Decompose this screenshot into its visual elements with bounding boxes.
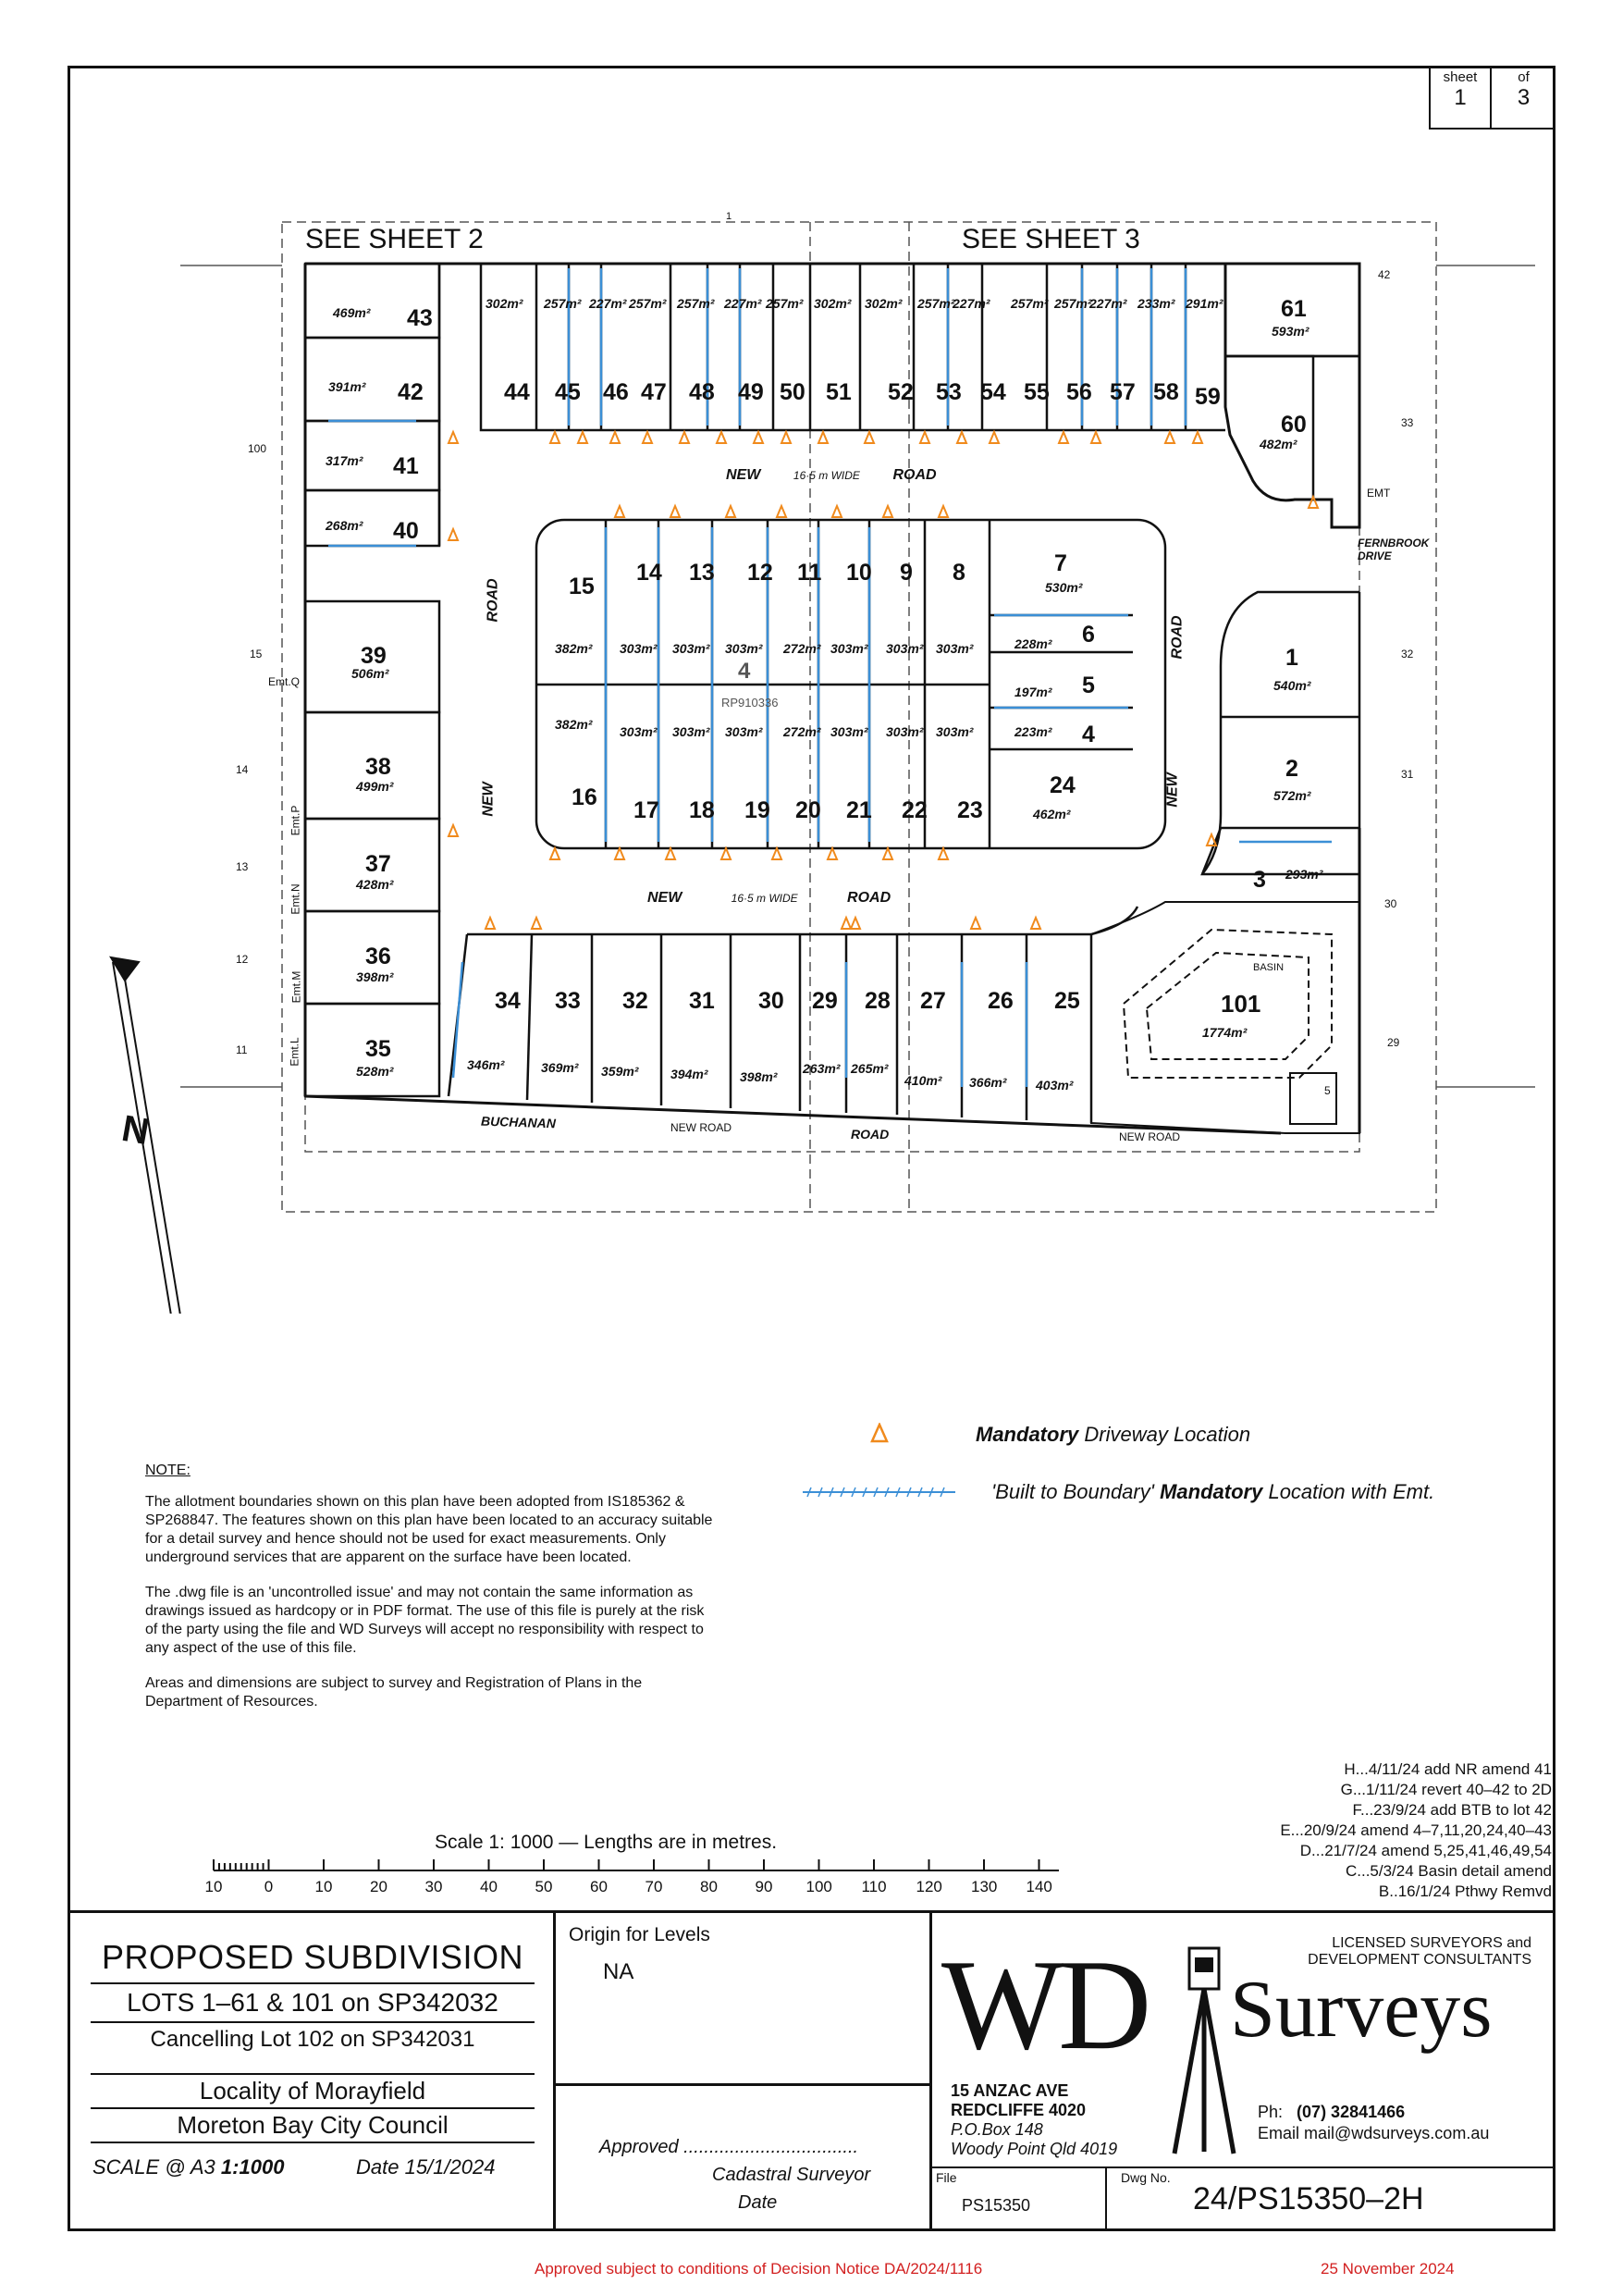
scale-tick-label: 10 xyxy=(204,1878,223,1895)
lot-14-number: 14 xyxy=(636,560,662,586)
driveway-legend-text: Mandatory Driveway Location xyxy=(976,1423,1251,1446)
lot-34-area: 346m² xyxy=(467,1057,505,1072)
new-road-label-1: NEW ROAD xyxy=(670,1121,732,1134)
company-tagline: LICENSED SURVEYORS and DEVELOPMENT CONSULTANTS xyxy=(1308,1935,1531,1968)
revision-c: C...5/3/24 Basin detail amend xyxy=(1345,1862,1552,1880)
scale-line: SCALE @ A3 1:1000 xyxy=(92,2155,285,2179)
see-sheet-2: SEE SHEET 2 xyxy=(305,224,484,254)
adj-1: 1 xyxy=(726,211,732,222)
lot-11-number: 11 xyxy=(797,560,822,586)
emt-q: Emt.Q xyxy=(268,675,301,688)
lot-9-number: 9 xyxy=(900,560,913,586)
lot-59-number: 59 xyxy=(1195,384,1221,410)
dwg-label: Dwg No. xyxy=(1121,2170,1171,2185)
approval-notice: Approved subject to conditions of Decision Notice DA/2024/1116 xyxy=(535,2260,983,2277)
lot-50-area: 257m² xyxy=(766,296,804,311)
lot-31-number: 31 xyxy=(689,988,715,1014)
file-label: File xyxy=(936,2170,957,2185)
lot-2-area: 572m² xyxy=(1273,788,1311,803)
lot-3-area: 293m² xyxy=(1285,867,1323,882)
lot-12-number: 12 xyxy=(747,560,773,586)
lot-54-area: 227m² xyxy=(953,296,990,311)
note-paragraph-1: The allotment boundaries shown on this plan have been adopted from IS185362 & SP268847. The features shown on this plan have been located to an accuracy suitable for a detail survey and hence should not be used for exact measurements. Only underground services that are apparent on the surface have been located. xyxy=(145,1494,713,1565)
road-label-bottom: ROAD xyxy=(851,1127,890,1142)
lot-24-number: 24 xyxy=(1050,772,1076,798)
adj-15: 15 xyxy=(250,648,263,660)
lot-28-area: 265m² xyxy=(851,1061,889,1076)
lot-10-area: 303m² xyxy=(830,641,868,656)
lot-20-area: 272m² xyxy=(783,724,821,739)
lot-52-number: 52 xyxy=(888,379,914,405)
revision-g: G...1/11/24 revert 40–42 to 2D xyxy=(1340,1781,1552,1798)
lot-52-area: 302m² xyxy=(865,296,903,311)
scale-tick-label: 70 xyxy=(645,1878,663,1895)
lot-19-area: 303m² xyxy=(725,724,763,739)
lot-8-area: 303m² xyxy=(936,641,974,656)
lot-39-number: 39 xyxy=(361,643,387,669)
lot-44-area: 302m² xyxy=(486,296,523,311)
of-number: 3 xyxy=(1517,85,1531,110)
lot-33-number: 33 xyxy=(555,988,581,1014)
note-heading: NOTE: xyxy=(145,1463,191,1478)
road-label-right-new: NEW xyxy=(1164,772,1181,808)
emt-p: Emt.P xyxy=(289,805,302,836)
lot-2-number: 2 xyxy=(1285,756,1298,782)
emt-n: Emt.N xyxy=(289,883,302,915)
lot-23-area: 303m² xyxy=(936,724,974,739)
lot-59-area: 291m² xyxy=(1186,296,1223,311)
lot-17-area: 303m² xyxy=(620,724,658,739)
lot-40-area: 268m² xyxy=(326,518,363,533)
lot-32-number: 32 xyxy=(622,988,648,1014)
lot-19-number: 19 xyxy=(744,797,770,823)
lot-15-area: 382m² xyxy=(555,641,593,656)
lot-25-number: 25 xyxy=(1054,988,1080,1014)
dwg-number: 24/PS15350–2H xyxy=(1193,2181,1424,2216)
origin-label: Origin for Levels xyxy=(569,1924,710,1945)
driveway-legend-icon xyxy=(869,1423,890,1445)
lot-8-number: 8 xyxy=(953,560,965,586)
lot-12-area: 303m² xyxy=(725,641,763,656)
lot-43-area: 469m² xyxy=(333,305,371,320)
scale-tick-label: 80 xyxy=(700,1878,718,1895)
lot-48-number: 48 xyxy=(689,379,715,405)
adj-100: 100 xyxy=(248,442,267,455)
lot-22-area: 303m² xyxy=(886,724,924,739)
logo-wd: WD xyxy=(941,1933,1147,2077)
adj-33: 33 xyxy=(1401,416,1414,429)
scale-tick-label: 10 xyxy=(314,1878,333,1895)
lot-10-number: 10 xyxy=(846,560,872,586)
lot-43-number: 43 xyxy=(407,305,433,331)
fernbrook-drive-label: FERNBROOK DRIVE xyxy=(1358,537,1430,562)
note-paragraph-2: The .dwg file is an 'uncontrolled issue' and may not contain the same information as drawings issued as hardcopy or in PDF format. The use of this file is purely at the risk of the party using the file and WD Surveys will accept no responsibility with respect to any aspect of the use of this file. xyxy=(145,1585,705,1656)
lot-33-area: 369m² xyxy=(541,1060,579,1075)
revision-list xyxy=(1280,1759,1552,1902)
title-left xyxy=(86,1938,539,2143)
lot-6-number: 6 xyxy=(1082,622,1095,648)
lot-44-number: 44 xyxy=(504,379,530,405)
lot-54-number: 54 xyxy=(980,379,1006,405)
approval-date: 25 November 2024 xyxy=(1321,2260,1455,2277)
lot-36-number: 36 xyxy=(365,944,391,969)
note-paragraph-3: Areas and dimensions are subject to survey and Registration of Plans in the Department of Resources. xyxy=(145,1675,643,1710)
locality: Locality of Morayfield xyxy=(199,2077,426,2105)
adj-31: 31 xyxy=(1401,768,1414,781)
lot-28-number: 28 xyxy=(865,988,891,1014)
lots-line: LOTS 1–61 & 101 on SP342032 xyxy=(127,1988,498,2017)
lot-6-area: 228m² xyxy=(1014,636,1052,651)
adj-12: 12 xyxy=(236,953,249,966)
lot-47-number: 47 xyxy=(641,379,667,405)
lot-37-area: 428m² xyxy=(356,877,394,892)
adj-32: 32 xyxy=(1401,648,1414,660)
lot-26-area: 366m² xyxy=(969,1075,1007,1090)
lot-7-number: 7 xyxy=(1054,550,1067,576)
scale-tick-label: 50 xyxy=(535,1878,553,1895)
scale-tick-label: 120 xyxy=(916,1878,942,1895)
lot-5-number: 5 xyxy=(1082,673,1095,698)
lot-36-area: 398m² xyxy=(356,969,394,984)
scale-tick-label: 140 xyxy=(1026,1878,1052,1895)
sheet-number: 1 xyxy=(1454,85,1467,110)
lot-101-number: 101 xyxy=(1221,990,1261,1018)
road-label-top: NEW 16·5 m WIDE ROAD xyxy=(726,467,937,483)
buchanan-road-label: BUCHANAN xyxy=(480,1113,557,1131)
lot-30-area: 398m² xyxy=(740,1069,778,1084)
lot-56-area: 257m² xyxy=(1054,296,1092,311)
lot-30-number: 30 xyxy=(758,988,784,1014)
lot-13-number: 13 xyxy=(689,560,715,586)
scale-tick-label: 90 xyxy=(755,1878,773,1895)
scale-tick-label: 110 xyxy=(861,1878,887,1895)
lot-41-number: 41 xyxy=(393,453,419,479)
lot-46-number: 46 xyxy=(603,379,629,405)
adj-5: 5 xyxy=(1324,1084,1331,1097)
scale-bar xyxy=(208,1854,1059,1876)
lot-101-area: 1774m² xyxy=(1202,1025,1248,1040)
lot-40-number: 40 xyxy=(393,518,419,544)
lot-58-number: 58 xyxy=(1153,379,1179,405)
lot-60-number: 60 xyxy=(1281,412,1307,438)
lot-45-area: 257m² xyxy=(544,296,582,311)
adj-13: 13 xyxy=(236,860,249,873)
note-block xyxy=(145,1462,719,1728)
north-letter: N xyxy=(118,1107,153,1154)
lot-16-number: 16 xyxy=(572,784,597,810)
lot-18-number: 18 xyxy=(689,797,715,823)
adj-30: 30 xyxy=(1384,897,1397,910)
road-label-left-new: NEW xyxy=(480,782,497,817)
scale-tick-label: 40 xyxy=(480,1878,498,1895)
lot-37-number: 37 xyxy=(365,851,391,877)
cancelling-line: Cancelling Lot 102 on SP342031 xyxy=(150,2027,475,2052)
road-label-right-road: ROAD xyxy=(1169,615,1186,660)
lot-18-area: 303m² xyxy=(672,724,710,739)
road-label-mid: NEW 16·5 m WIDE ROAD xyxy=(647,890,891,906)
lot-57-area: 227m² xyxy=(1089,296,1127,311)
lot-17-number: 17 xyxy=(633,797,659,823)
logo-surveys: Surveys xyxy=(1230,1965,1493,2055)
council: Moreton Bay City Council xyxy=(177,2111,449,2139)
lot-21-number: 21 xyxy=(846,797,872,823)
approved-line: Approved .................................. xyxy=(599,2137,859,2157)
lot-38-number: 38 xyxy=(365,754,391,780)
lot-58-area: 233m² xyxy=(1137,296,1175,311)
lot-60-area: 482m² xyxy=(1260,437,1297,451)
new-road-label-2: NEW ROAD xyxy=(1119,1130,1180,1143)
lot-55-area: 257m² xyxy=(1011,296,1049,311)
scale-tick-label: 20 xyxy=(370,1878,387,1895)
lot-1-area: 540m² xyxy=(1273,678,1311,693)
company-phone: Ph: (07) 32841466 xyxy=(1258,2103,1406,2121)
lot-29-area: 263m² xyxy=(803,1061,841,1076)
scale-tick-label: 30 xyxy=(424,1878,443,1895)
lot-27-number: 27 xyxy=(920,988,946,1014)
lot-42-number: 42 xyxy=(398,379,424,405)
lot-34-number: 34 xyxy=(495,988,521,1014)
date-label: Date xyxy=(738,2192,778,2213)
lot-7-area: 530m² xyxy=(1045,580,1083,595)
adj-42: 42 xyxy=(1378,268,1391,281)
lot-48-area: 257m² xyxy=(677,296,715,311)
lot-35-area: 528m² xyxy=(356,1064,394,1079)
lot-21-area: 303m² xyxy=(830,724,868,739)
scale-tick-label: 130 xyxy=(971,1878,998,1895)
cadastral-surveyor: Cadastral Surveyor xyxy=(712,2165,871,2185)
revision-b: B..16/1/24 Pthwy Remvd xyxy=(1378,1882,1552,1900)
lot-11-area: 272m² xyxy=(783,641,821,656)
lot-22-number: 22 xyxy=(902,797,928,823)
lot-1-number: 1 xyxy=(1285,645,1298,671)
lot-24-area: 462m² xyxy=(1033,807,1071,821)
lot-50-number: 50 xyxy=(780,379,805,405)
emt-label: EMT xyxy=(1367,487,1391,500)
lot-61-area: 593m² xyxy=(1272,324,1309,339)
lot-4-area: 223m² xyxy=(1014,724,1052,739)
lot-53-number: 53 xyxy=(936,379,962,405)
scale-tick-label: 0 xyxy=(264,1878,274,1895)
lot-42-area: 391m² xyxy=(328,379,366,394)
lot-26-number: 26 xyxy=(988,988,1014,1014)
page-title: PROPOSED SUBDIVISION xyxy=(101,1938,524,1976)
lot-31-area: 394m² xyxy=(670,1067,708,1081)
btb-legend-text: 'Built to Boundary' Mandatory Location with Emt. xyxy=(991,1480,1435,1503)
lot-55-number: 55 xyxy=(1024,379,1050,405)
lot-61-number: 61 xyxy=(1281,296,1307,322)
lot-56-number: 56 xyxy=(1066,379,1092,405)
lot-51-number: 51 xyxy=(826,379,852,405)
adj-11: 11 xyxy=(236,1043,248,1056)
lot-27-area: 410m² xyxy=(904,1073,942,1088)
adj-14: 14 xyxy=(236,763,249,776)
scale-tick-label: 100 xyxy=(805,1878,832,1895)
rp-label: RP910336 xyxy=(721,696,779,710)
of-label: of xyxy=(1518,69,1530,85)
company-address: 15 ANZAC AVE REDCLIFFE 4020 P.O.Box 148 Woody Point Qld 4019 xyxy=(951,2081,1118,2158)
company-email: Email mail@wdsurveys.com.au xyxy=(1258,2124,1490,2142)
lot-51-area: 302m² xyxy=(814,296,852,311)
lot-3-number: 3 xyxy=(1253,867,1266,893)
lot-49-number: 49 xyxy=(738,379,764,405)
lot-39-area: 506m² xyxy=(351,666,389,681)
basin-label: BASIN xyxy=(1253,962,1285,973)
revision-f: F...23/9/24 add BTB to lot 42 xyxy=(1352,1801,1552,1819)
road-label-left-road: ROAD xyxy=(485,578,501,623)
origin-value: NA xyxy=(603,1959,634,1984)
date-line: Date 15/1/2024 xyxy=(356,2155,496,2179)
lot-13-area: 303m² xyxy=(672,641,710,656)
see-sheet-3: SEE SHEET 3 xyxy=(962,224,1140,254)
lot-14-area: 303m² xyxy=(620,641,658,656)
revision-e: E...20/9/24 amend 4–7,11,20,24,40–43 xyxy=(1280,1821,1552,1839)
emt-l: Emt.L xyxy=(288,1037,301,1067)
adj-29: 29 xyxy=(1387,1036,1400,1049)
lot-41-area: 317m² xyxy=(326,453,363,468)
sheet-label: sheet xyxy=(1443,69,1478,85)
btb-legend-icon xyxy=(803,1486,960,1499)
lot-49-area: 227m² xyxy=(724,296,762,311)
revision-h: H...4/11/24 add NR amend 41 xyxy=(1344,1760,1552,1778)
scale-caption: Scale 1: 1000 — Lengths are in metres. xyxy=(435,1832,778,1853)
lot-9-area: 303m² xyxy=(886,641,924,656)
lot-46-area: 227m² xyxy=(589,296,627,311)
lot-45-number: 45 xyxy=(555,379,581,405)
lot-53-area: 257m² xyxy=(917,296,955,311)
lot-29-number: 29 xyxy=(812,988,838,1014)
lot-4-number: 4 xyxy=(1082,722,1095,747)
lot-20-number: 20 xyxy=(795,797,821,823)
revision-d: D...21/7/24 amend 5,25,41,46,49,54 xyxy=(1299,1842,1552,1859)
lot-15-number: 15 xyxy=(569,574,595,599)
emt-m: Emt.M xyxy=(289,970,303,1004)
lot-23-number: 23 xyxy=(957,797,983,823)
lot-25-area: 403m² xyxy=(1036,1078,1074,1092)
lot-38-area: 499m² xyxy=(356,779,394,794)
lot-32-area: 359m² xyxy=(601,1064,639,1079)
lot-5-area: 197m² xyxy=(1014,685,1052,699)
lot-57-number: 57 xyxy=(1110,379,1136,405)
lot-47-area: 257m² xyxy=(629,296,667,311)
lot-16-area: 382m² xyxy=(555,717,593,732)
lot-35-number: 35 xyxy=(365,1036,391,1062)
centre-lot-4: 4 xyxy=(738,659,751,684)
file-value: PS15350 xyxy=(962,2196,1031,2215)
scale-tick-label: 60 xyxy=(590,1878,608,1895)
